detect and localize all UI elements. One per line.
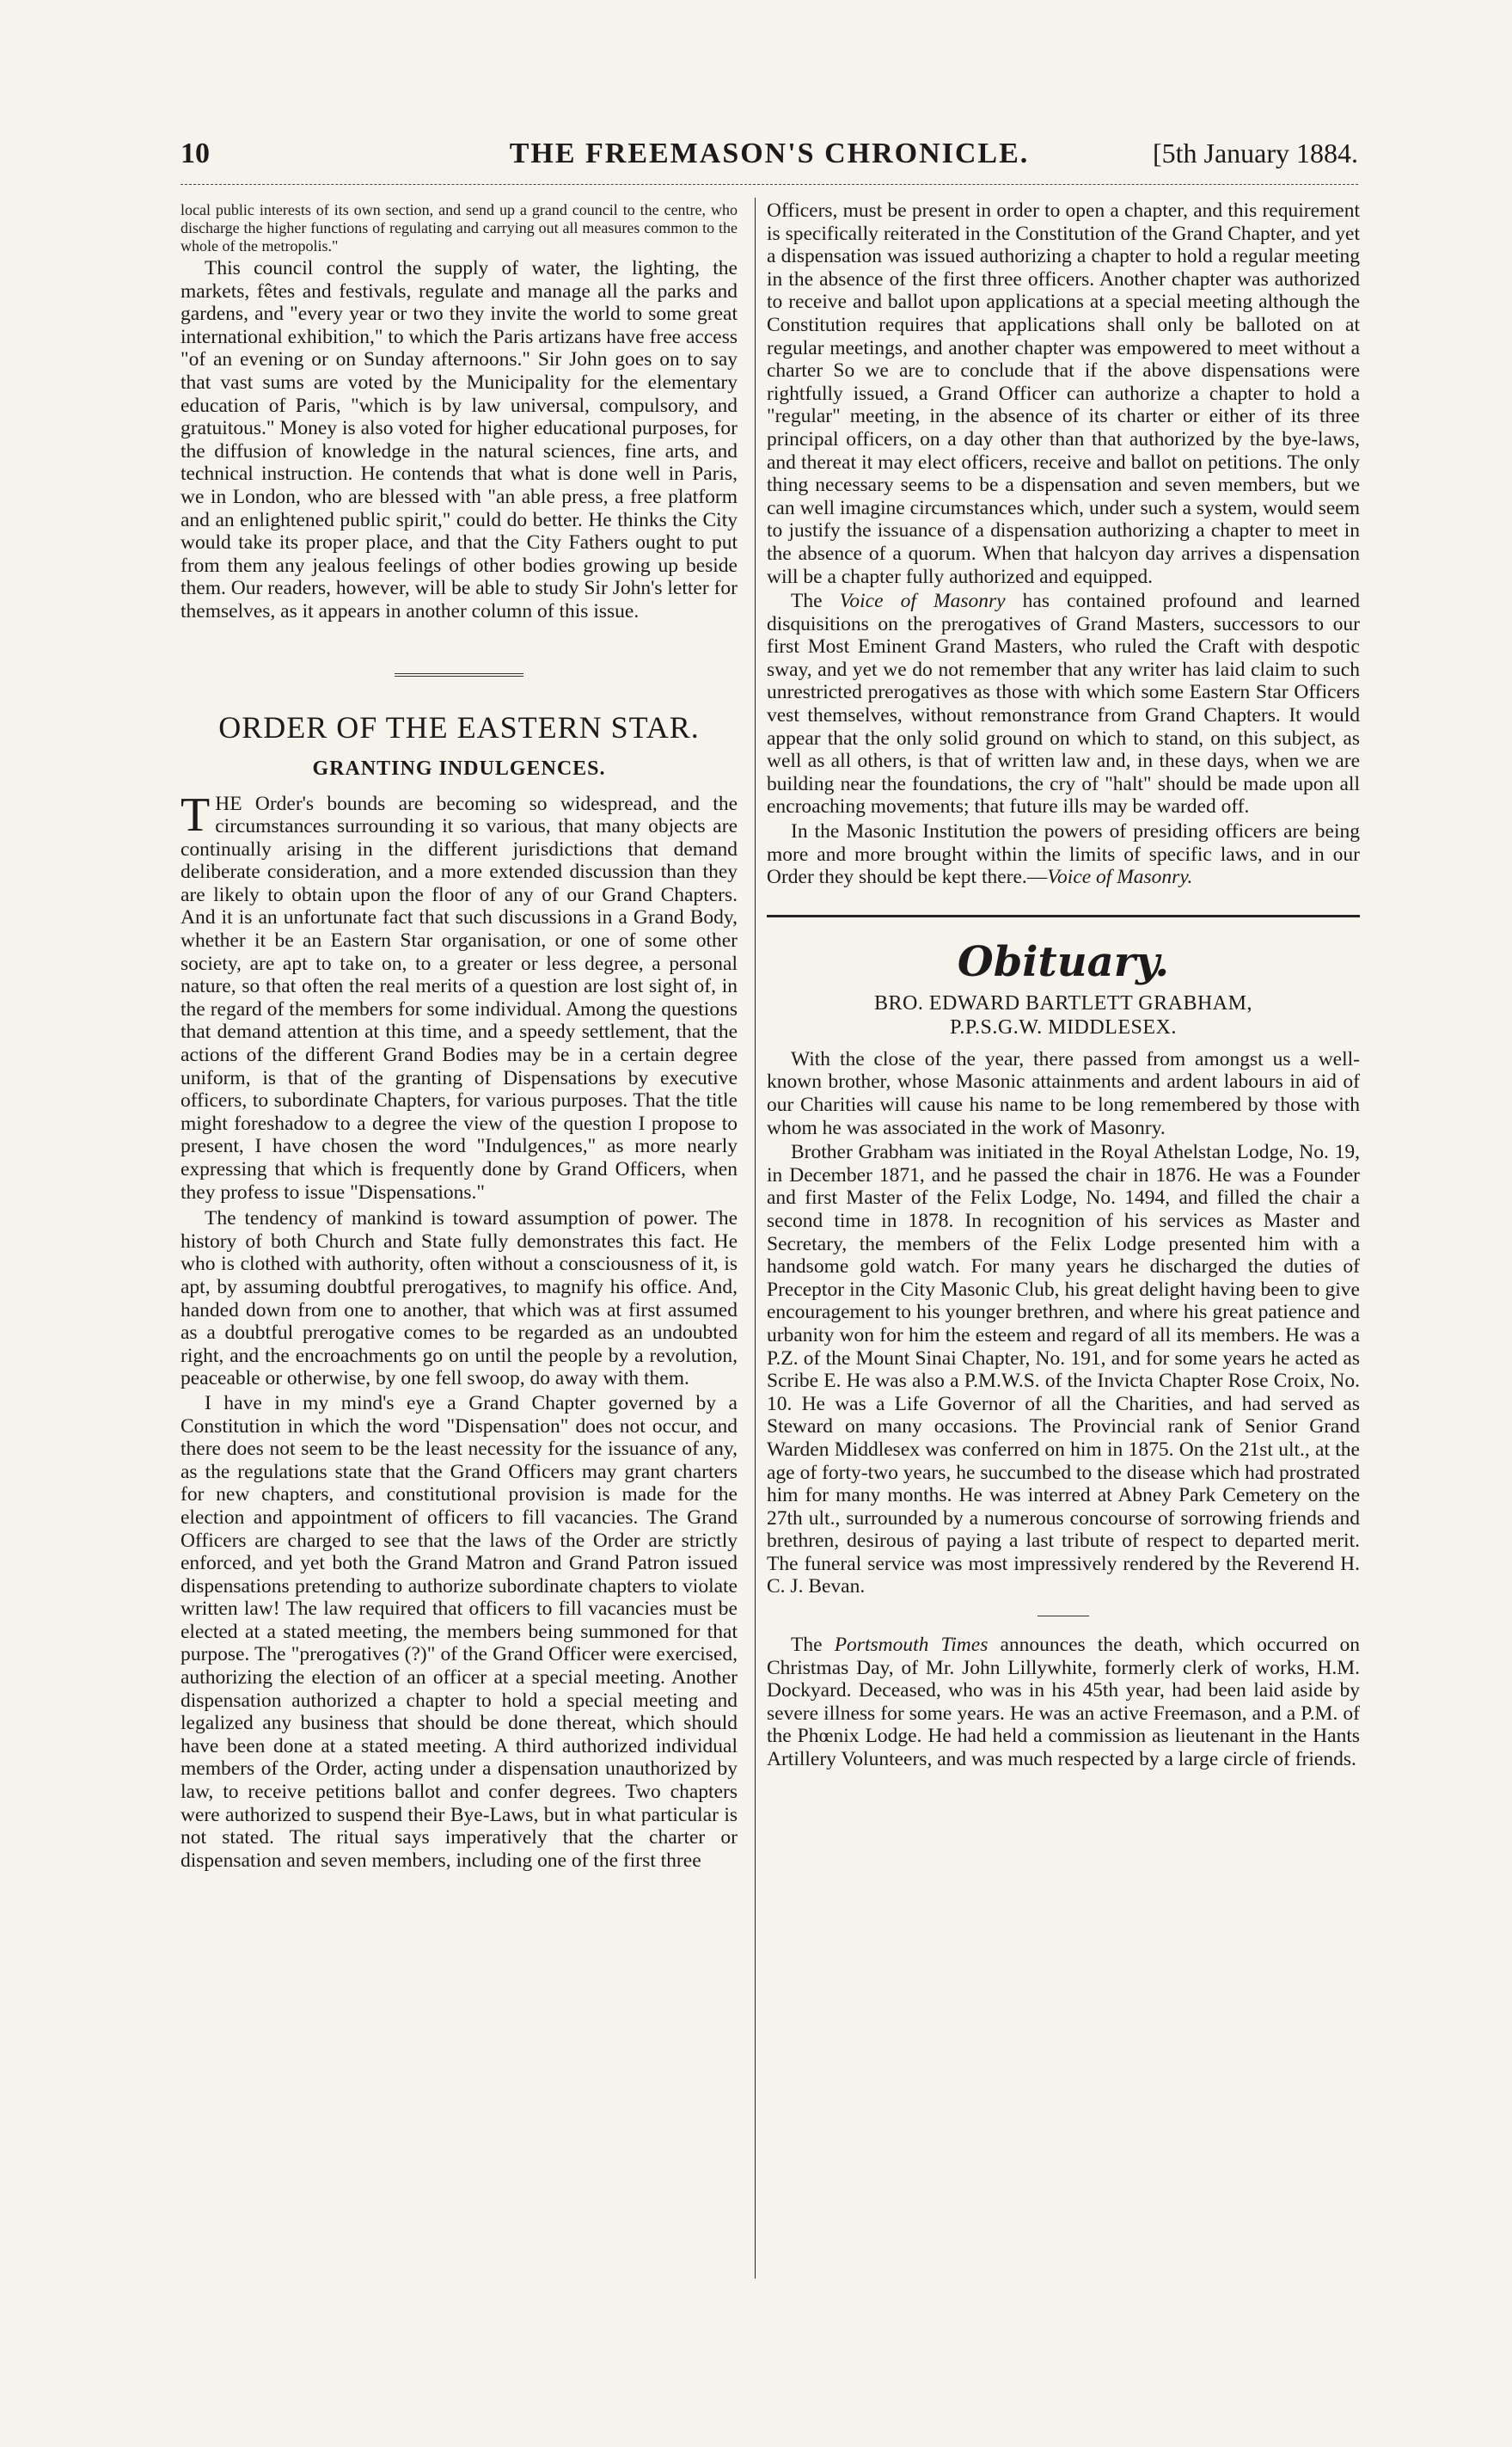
quote-paragraph: local public interests of its own section, and send up a grand council to the centre, who discharge the higher functions of regulating and carrying out all measures common to the whole of the metropolis." (181, 201, 738, 255)
text-span: In the Masonic Institution the powers of presiding officers are being more and more brought within the limits of specific laws, and in our Order they should be kept there.— (767, 820, 1360, 889)
page-header (181, 138, 1358, 179)
publication-name: Voice of Masonry. (1047, 866, 1193, 889)
right-column (767, 198, 1360, 1771)
issue-date: [5th January 1884. (1152, 138, 1358, 169)
text-span: has contained profound and learned disquisitions on the prerogatives of Grand Masters, successors to our first Most Eminent Grand Masters, who ruled the Craft with despotic sway, and yet we do not remember that any writer has laid claim to such unrestricted prerogatives as those with which some Eastern Star Officers vest themselves, without remonstrance from Grand Chapters. It would appear that the only solid ground on which to stand, on this subject, as well as all others, is that of written law and, in these days, when we are building near the foundations, the cry of "halt" should be made upon all encroaching movements; that future ills may be warded off. (767, 590, 1360, 819)
dropcap: T (181, 788, 211, 842)
obituary-rank: P.P.S.G.W. MIDDLESEX. (950, 1015, 1177, 1039)
text-span: The (791, 590, 840, 613)
publication-name: Portsmouth Times (834, 1634, 989, 1657)
article-title: ORDER OF THE EASTERN STAR. (218, 709, 700, 745)
obituary-name: BRO. EDWARD BARTLETT GRABHAM, (874, 991, 1252, 1015)
paragraph (767, 590, 1360, 819)
text-span: announces the death, which occurred on Christmas Day, of Mr. John Lillywhite, formerly clerk of works, H.M. Dockyard. Deceased, who was in his 45th year, had been laid aside by severe illness for some years. He was an active Freemason, and a P.M. of the Phœnix Lodge. He had held a commission as lieutenant in the Hants Artillery Volunteers, and was much respected by a large circle of friends. (767, 1634, 1360, 1771)
paragraph: This council control the supply of water, the lighting, the markets, fêtes and festivals, regulate and manage all the parks and gardens, and "every year or two they invite the world to some great international exhibition," to which the Paris artizans have free access "of an evening or on Sunday afternoons." Sir John goes on to say that vast sums are voted by the Municipality for the elementary education of Paris, "which is by law universal, compulsory, and gratuitous." Money is also voted for higher educational purposes, for the diffusion of knowledge in the natural sciences, fine arts, and technical instruction. He contends that what is done well in Paris, we in London, who are blessed with "an able press, a free platform and an enlightened public spirit," could do better. He thinks the City would take its proper place, and that the City Fathers ought to put from them any jealous feelings of other bodies growing up beside them. Our readers, however, will be able to study Sir John's letter for themselves, as it appears in another column of this issue. (181, 257, 738, 622)
paragraph: I have in my mind's eye a Grand Chapter governed by a Constitution in which the word "Dispensation" does not occur, and there does not seem to be the least necessity for the issuance of any, as the regulations state that the Grand Officers may grant charters for new chapters, and constitutional provision is made for the election and appointment of officers to fill vacancies. The Grand Officers are charged to see that the laws of the Order are strictly enforced, and yet both the Grand Matron and Grand Patron issued dispensations pretending to authorize subordinate chapters to violate written law! The law required that officers to fill vacancies must be elected at a stated meeting, the members being summoned for that purpose. The "prerogatives (?)" of the Grand Officer were exercised, authorizing the election of an officer at a special meeting. Another dispensation authorized a chapter to hold a special meeting and legalized any business that should be done thereat, which should have been done at a stated meeting. A third authorized individual members of the Order, acting under a dispensation unauthorized by law, to receive petitions ballot and confer degrees. Two chapters were authorized to suspend their Bye-Laws, but in what particular is not stated. The ritual says imperatively that the charter or dispensation and seven members, including one of the first three (181, 1391, 738, 1872)
paragraph (767, 1634, 1360, 1771)
masthead-title: THE FREEMASON'S CHRONICLE. (509, 138, 1030, 169)
article-paragraph-text: HE Order's bounds are becoming so widespread, and the circumstances surrounding it so various, that many objects are continually arising in the different jurisdictions that demand deliberate consideration, and a more extended discussion than they are likely to obtain upon the floor of any of our Grand Chapters. And it is an unfortunate fact that such discussions in a Grand Body, whether it be an Eastern Star organisation, or one of some other society, are apt to take on, to a greater or less degree, a personal nature, so that often the real merits of a question are lost sight of, in the regard of the members for some individual. Among the questions that demand attention at this time, and a speedy settlement, that the actions of the different Grand Bodies may be in a certain degree uniform, is that of the granting of Dispensations by executive officers, to subordinate Chapters, for various purposes. That the title might foreshadow to a degree the view of the question I propose to present, I have chosen the word "Indulgences," as more nearly expressing that which is frequently done by Grand Officers, when they profess to issue "Dispensations." (181, 792, 738, 1204)
obituary-heading: Obituary. (957, 937, 1170, 986)
publication-name: Voice of Masonry (839, 590, 1006, 613)
left-column (181, 198, 738, 1872)
article-subtitle: GRANTING INDULGENCES. (312, 757, 606, 780)
column-divider (755, 198, 756, 2278)
header-rule (181, 184, 1358, 185)
text-span: The (791, 1634, 835, 1657)
paragraph: Officers, must be present in order to open a chapter, and this requirement is specifically reiterated in the Constitution of the Grand Chapter, and yet a dispensation was issued authorizing a chapter to hold a regular meeting in the absence of the first three officers. Another chapter was authorized to receive and ballot upon applications at a special meeting although the Constitution requires that applications shall only be balloted on at regular meetings, and another chapter was empowered to meet without a charter So we are to conclude that if the above dispensations were rightfully issued, a Grand Officer can authorize a chapter to hold a "regular" meeting, in the absence of its charter or either of its three principal officers, on a day other than that authorized by the bye-laws, and thereat it may elect officers, receive and ballot on petitions. The only thing necessary seems to be a dispensation and seven members, but we can well imagine circumstances which, under such a system, would seem to justify the issuance of a dispensation authorizing a chapter to meet in the absence of a quorum. When that halcyon day arrives a dispensation will be a chapter fully authorized and equipped. (767, 199, 1360, 588)
paragraph: The tendency of mankind is toward assumption of power. The history of both Church and State fully demonstrates this fact. He who is clothed with authority, often without a consciousness of it, is apt, by assuming doubtful prerogatives, to magnify his office. And, handed down from one to another, that which was at first assumed as a doubtful prerogative comes to be regarded as an undoubted right, and the encroachments go on until the people by a revolution, peaceable or otherwise, by one fell swoop, do away with them. (181, 1207, 738, 1390)
article-paragraph (181, 788, 738, 1205)
paragraph (767, 820, 1360, 889)
page-number: 10 (181, 138, 210, 169)
paragraph: With the close of the year, there passed from amongst us a well-known brother, whose Masonic attainments and ardent labours in aid of our Charities will cause his name to be long remembered by those with whom he was associated in the work of Masonry. (767, 1047, 1360, 1139)
paragraph: Brother Grabham was initiated in the Royal Athelstan Lodge, No. 19, in December 1871, and he passed the chair in 1876. He was a Founder and first Master of the Felix Lodge, No. 1494, and filled the chair a second time in 1878. In recognition of his services as Master and Secretary, the members of the Felix Lodge presented him with a handsome gold watch. For many years he discharged the duties of Preceptor in the City Masonic Club, his great delight having been to give encouragement to his younger brethren, and where his great patience and urbanity won for him the esteem and regard of all its members. He was a P.Z. of the Mount Sinai Chapter, No. 191, and for some years he acted as Scribe E. He was also a P.M.W.S. of the Invicta Chapter Rose Croix, No. 10. He was a Life Governor of all the Charities, and had served as Steward on many occasions. The Provincial rank of Senior Grand Warden Middlesex was conferred on him in 1875. On the 21st ult., at the age of forty-two years, he succumbed to the disease which had prostrated him for many months. He was interred at Abney Park Cemetery on the 27th ult., surrounded by a numerous concourse of sorrowing friends and brethren, desirous of paying a last tribute of respect to departed merit. The funeral service was most impressively rendered by the Reverend H. C. J. Bevan. (767, 1141, 1360, 1598)
